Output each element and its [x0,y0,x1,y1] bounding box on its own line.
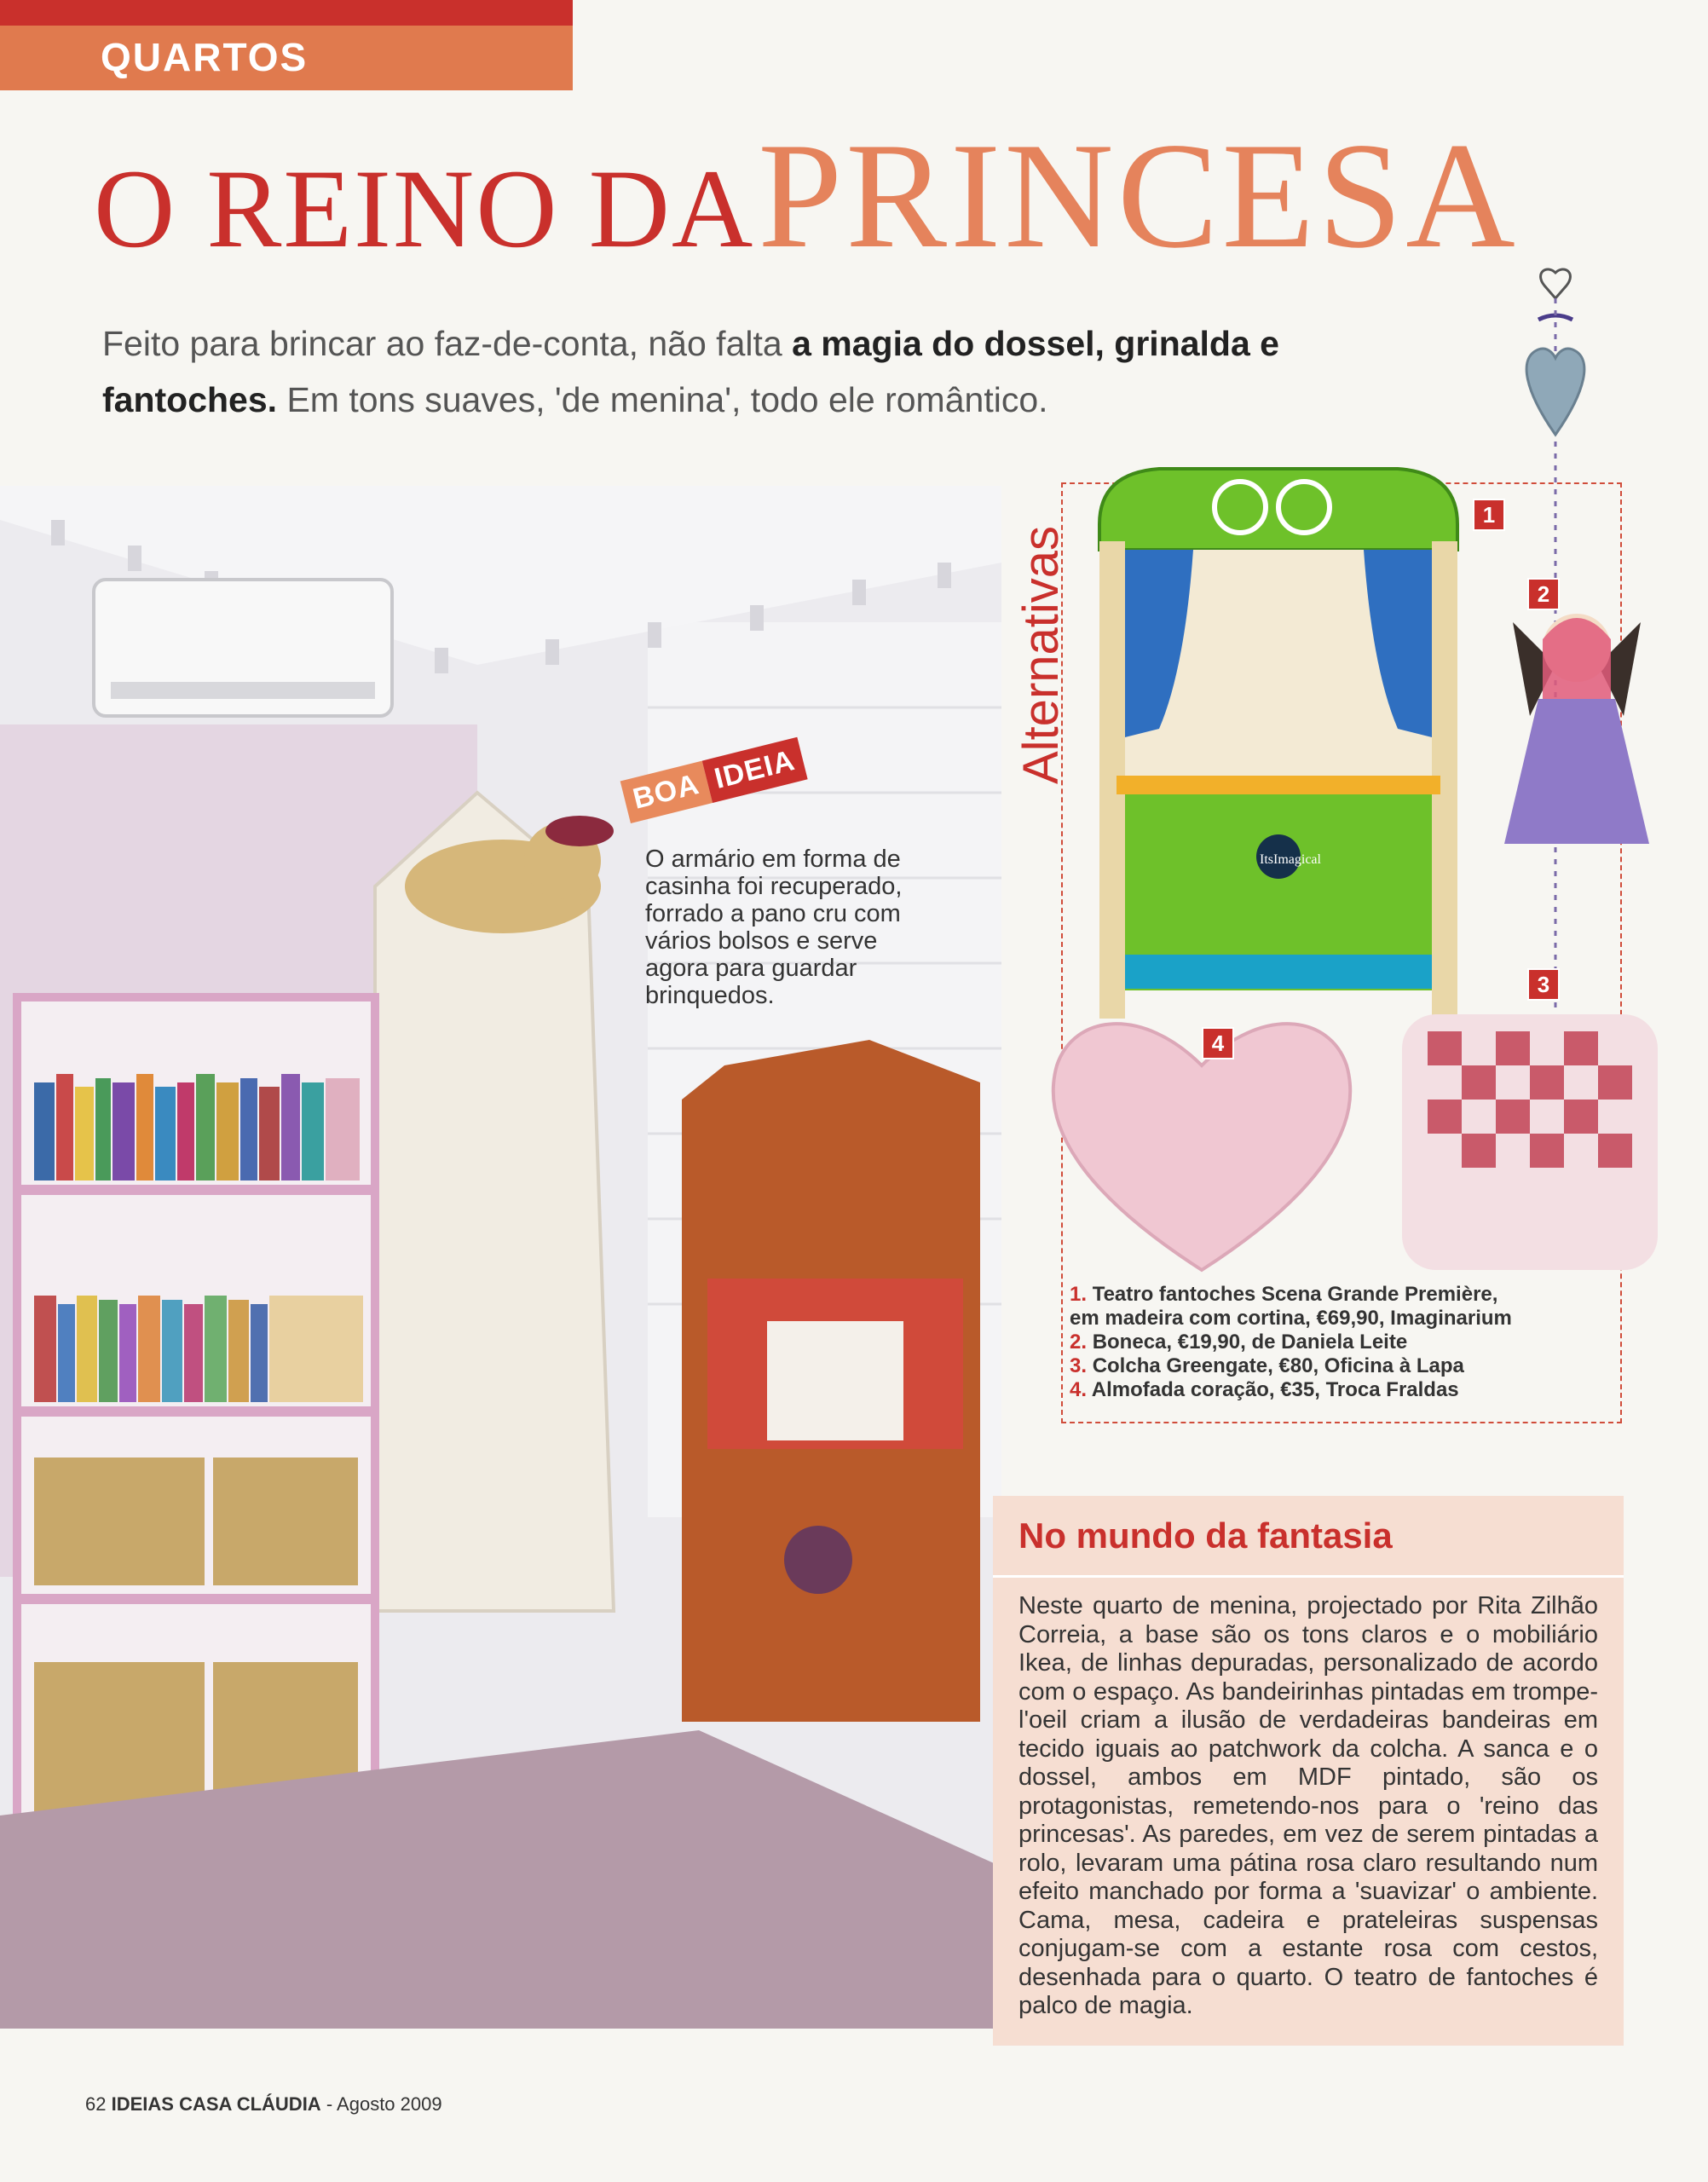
room-photo [0,486,1001,2029]
list-item: 2. Boneca, €19,90, de Daniela Leite [1070,1331,1408,1354]
product-list [1070,1283,1615,1402]
page-number: 62 [85,2093,107,2115]
list-item: em madeira com cortina, €69,90, Imaginarium [1070,1307,1512,1330]
article-body: Neste quarto de menina, projectado por Rita Zilhão Correia, a base são os tons claros e o mobiliário Ikea, de linhas depuradas, personalizado de acordo com o espaço. As bandeirinhas pintadas em trompe-l'oeil criam a ilusão de verdadeiras bandeiras em tecido iguais ao patchwork da colcha. A sanca e o dossel, ambos em MDF pintado, são os protagonistas, remetendo-nos para o 'reino das princesas'. As paredes, em vez de serem pintadas a rolo, levaram uma pátina rosa claro resultando num efeito manchado por forma a 'suavizar' o ambiente. Cama, mesa, cadeira e prateleiras suspensas conjugam-se com a estante rosa com cestos, desenhada para o quarto. O teatro de fantoches é palco de magia. [1018,1592,1598,2019]
lead-paragraph [102,315,1364,428]
title-part-2: PRINCESA [758,111,1519,280]
garland-hook [1541,269,1571,298]
issue-date: Agosto 2009 [337,2093,442,2115]
list-item: 1. Teatro fantoches Scena Grande Première, [1070,1283,1498,1306]
section-tab-strip [0,0,573,26]
list-item: 3. Colcha Greengate, €80, Oficina à Lapa [1070,1354,1464,1377]
magazine-name: IDEIAS CASA CLÁUDIA [111,2093,321,2115]
product-quilt [1398,963,1662,1296]
room-illustration [0,486,1001,2029]
garland-heart [1526,349,1584,435]
page-footer [85,2093,442,2116]
marker-2: 2 [1527,578,1560,610]
section-label: QUARTOS [101,35,309,79]
lead-text-1: Feito para brincar ao faz-de-conta, não falta [102,324,793,363]
marker-4: 4 [1202,1027,1234,1059]
garland-ribbon [1538,315,1572,320]
lead-bold: a magia do dossel, grinalda e fantoches. [102,324,1279,419]
alternativas-label-text: Alternativas [1013,525,1069,784]
lead-text-2: Em tons suaves, 'de menina', todo ele romântico. [277,380,1048,419]
product-puppet-theatre [1091,456,1466,1019]
theatre-brand: ItsImagical [1260,852,1321,867]
title-part-1: O REINO DA [94,146,755,271]
section-tab [0,0,573,90]
alternativas-label [1006,486,1069,784]
product-doll [1496,588,1658,869]
article-title: No mundo da fantasia [1018,1515,1393,1556]
page-title [94,111,1696,281]
footer-separator: - [320,2093,338,2115]
boa-ideia-text: O armário em forma de casinha foi recuperado, forrado a pano cru com vários bolsos e serve agora para guardar brinquedos. [645,846,903,1009]
list-item: 4. Almofada coração, €35, Troca Fraldas [1070,1378,1459,1401]
article-divider [993,1575,1624,1578]
badge-word-boa: BOA [620,761,713,823]
marker-1: 1 [1473,499,1505,531]
marker-3: 3 [1527,968,1560,1001]
badge-word-ideia: IDEIA [701,737,808,803]
